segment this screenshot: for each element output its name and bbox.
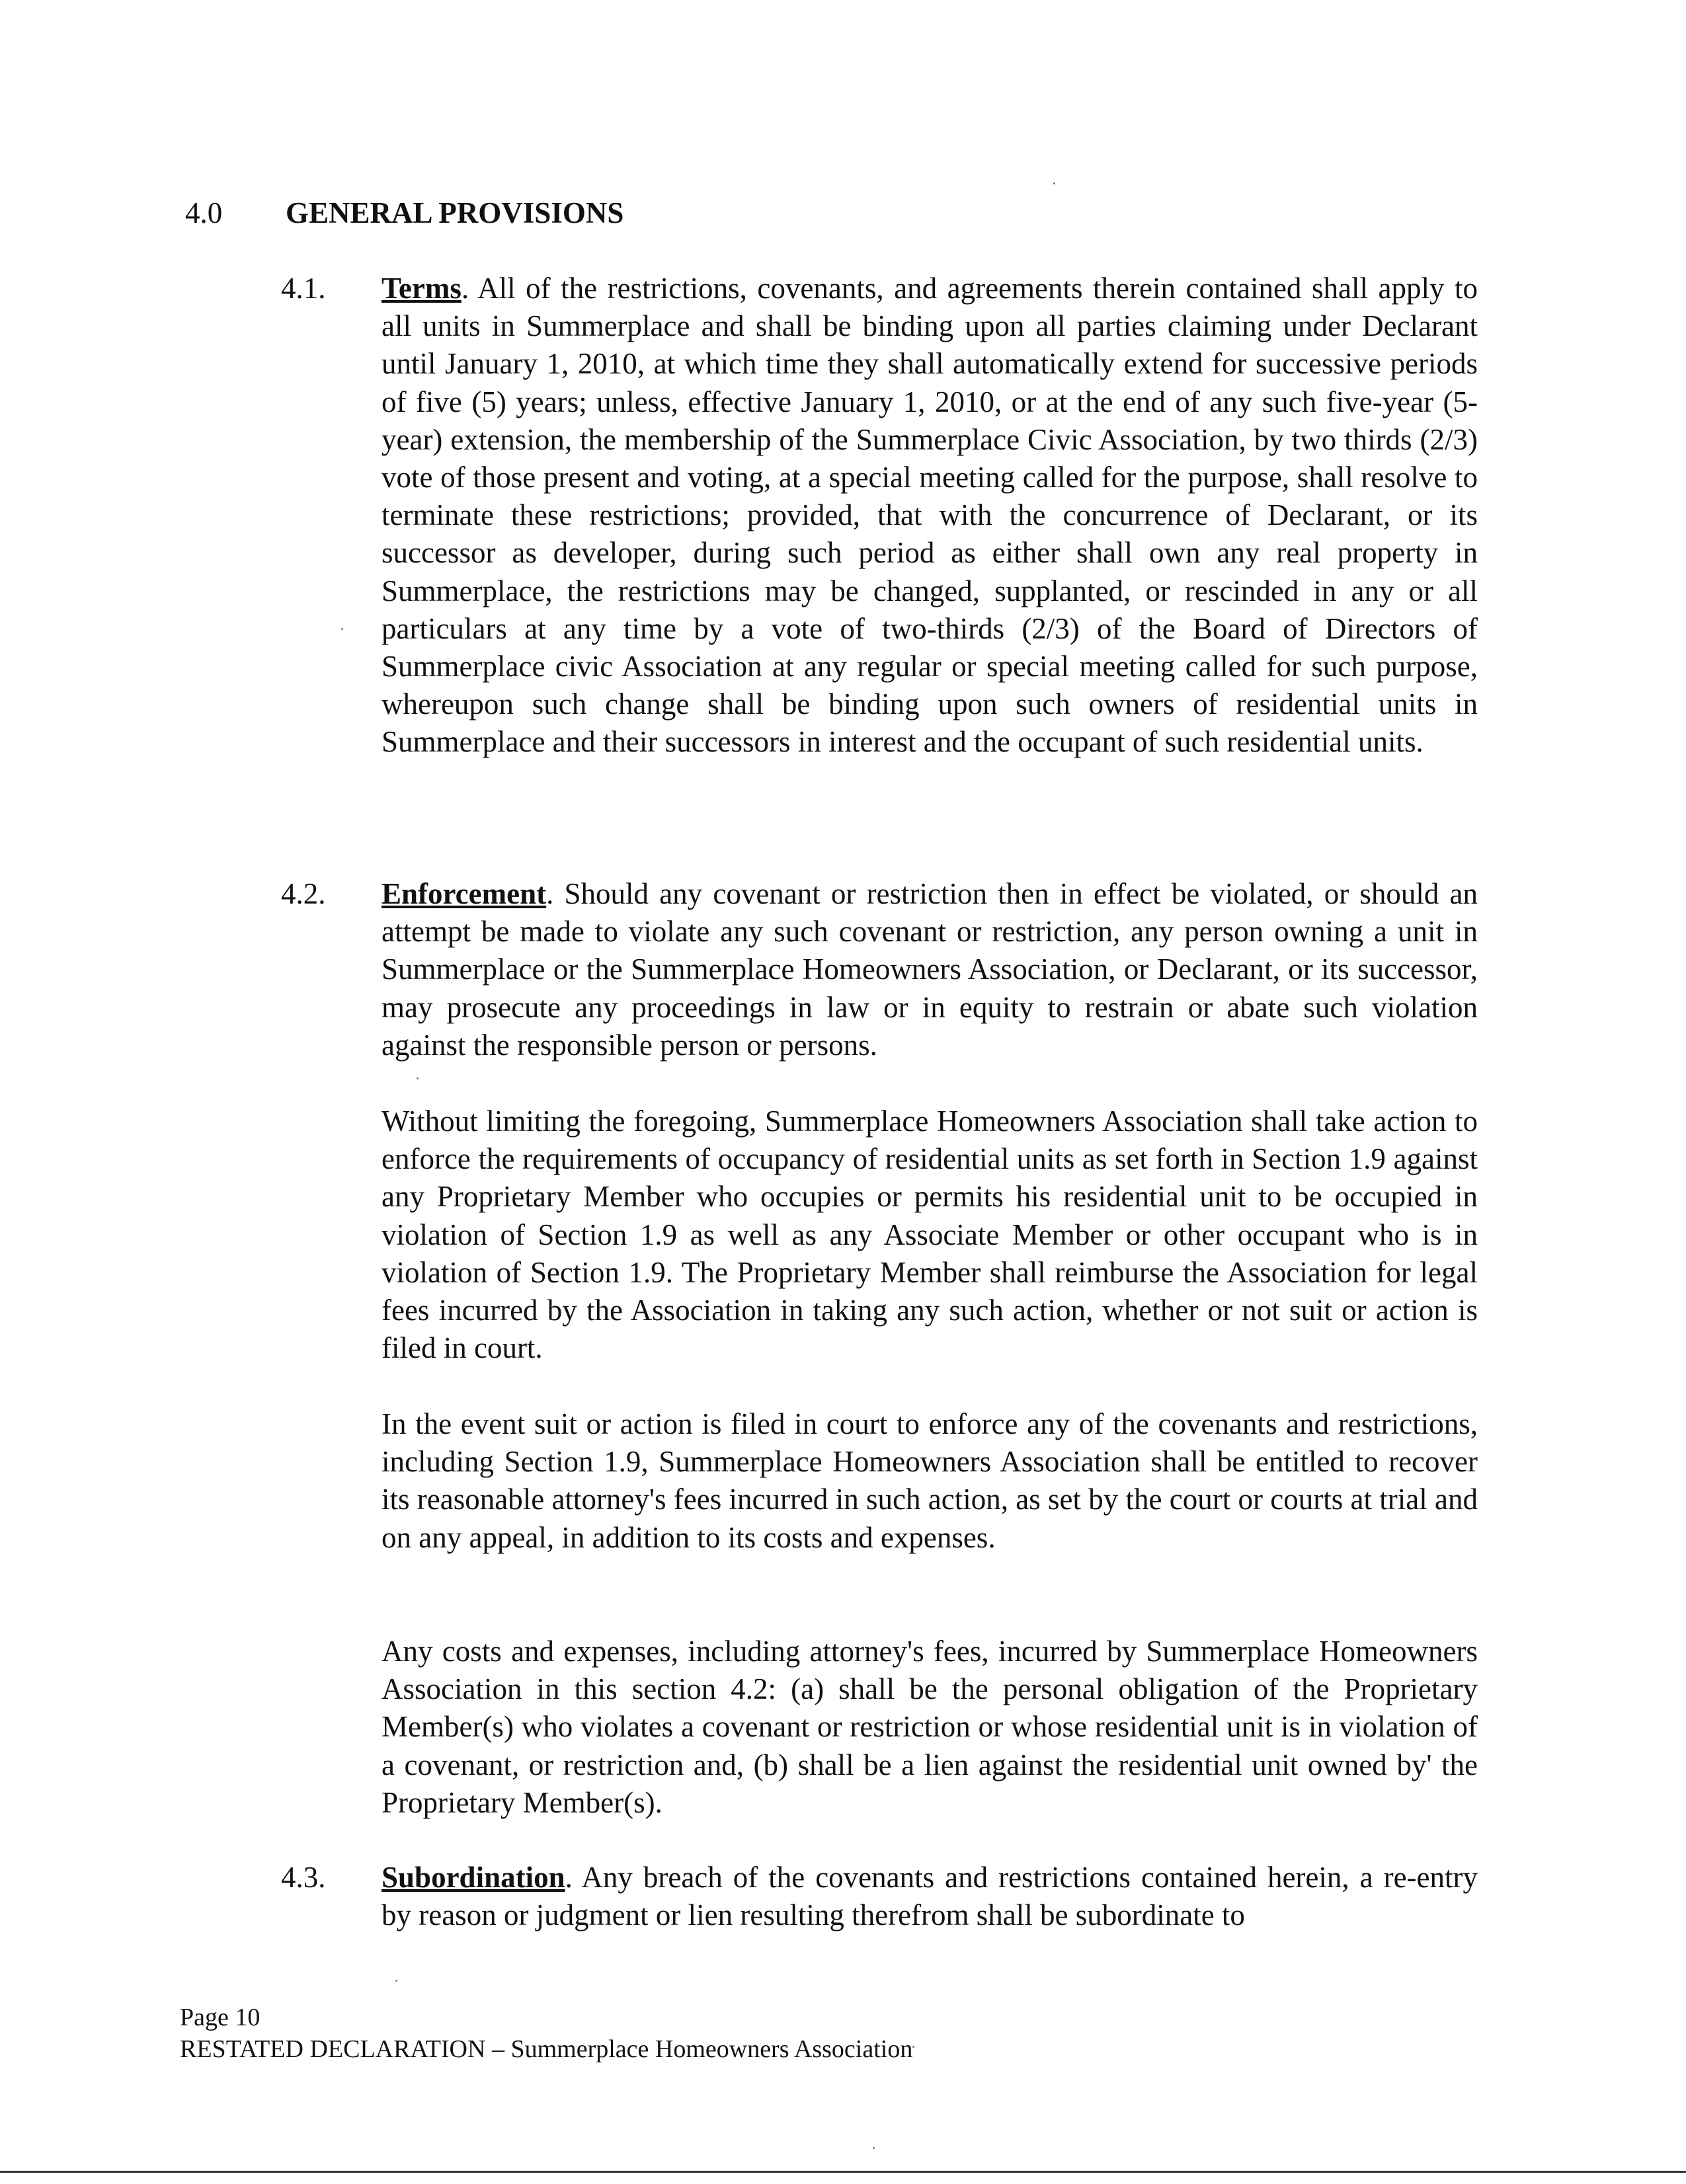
association-name: Summerplace Homeowners Association — [510, 2035, 913, 2063]
title-separator: – — [485, 2035, 511, 2063]
page-number: Page 10 — [180, 2004, 261, 2031]
scan-speck — [417, 1077, 419, 1079]
item-number-4-2: 4.2. — [281, 877, 326, 910]
section-title: GENERAL PROVISIONS — [286, 196, 624, 229]
item-number-4-1: 4.1. — [281, 272, 326, 305]
paragraph-text: . Should any covenant or restriction then in effect be violated, or should an attempt be made to violate any such covenant or restriction, any person owning a unit in Summerplace or the Summerplace Homeowners Association, or Declarant, or its successor, may prosecute any proceedings in law or in equity to restrain or abate such violation against the responsible person or persons. — [381, 877, 1478, 1062]
term-heading: Enforcement — [381, 877, 547, 910]
section-number: 4.0 — [185, 196, 223, 229]
term-heading: Subordination — [381, 1861, 565, 1894]
item-number-4-3: 4.3. — [281, 1861, 326, 1894]
scan-speck — [912, 2046, 914, 2048]
scan-speck — [873, 2147, 875, 2149]
term-heading: Terms — [381, 272, 462, 305]
paragraph-terms — [381, 270, 1478, 761]
paragraph-enforcement-costs: Any costs and expenses, including attorney's fees, incurred by Summerplace Homeowners Association in this section 4.2: (a) shall be the personal obligation of the Proprietary Member(s) who violates a covenant or restriction or whose residential unit is in violation of a covenant, or restriction and, (b) shall be a lien against the residential unit owned by' the Proprietary Member(s). — [381, 1635, 1478, 1819]
section-heading — [185, 193, 623, 233]
paragraph-text: . Any breach of the covenants and restrictions contained herein, a re-entry by reason or judgment or lien resulting therefrom shall be subordinate to — [381, 1861, 1478, 1932]
paragraph-enforcement — [381, 875, 1478, 1064]
paragraph-subordination — [381, 1859, 1478, 1934]
scan-speck — [1053, 182, 1055, 184]
scan-speck — [395, 1980, 397, 1982]
page-footer — [180, 2002, 912, 2065]
paragraph-enforcement-occupancy: Without limiting the foregoing, Summerplace Homeowners Association shall take action to enforce the requirements of occupancy of residential units as set forth in Section 1.9 against any Proprietary Member who occupies or permits his residential unit to be occupied in violation of Section 1.9 as well as any Associate Member or other occupant who is in violation of Section 1.9. The Proprietary Member shall reimburse the Association for legal fees incurred by the Association in taking any such action, whether or not suit or action is filed in court. — [381, 1105, 1478, 1365]
scan-speck — [341, 628, 343, 630]
bottom-scan-line — [0, 2171, 1686, 2173]
paragraph-text: . All of the restrictions, covenants, and agreements therein contained shall apply to all units in Summerplace and shall be binding upon all parties claiming under Declarant until January 1, 2010, at which time they shall automatically extend for successive periods of five (5) years; unless, effective January 1, 2010, or at the end of any such five-year (5-year) extension, the membership of the Summerplace Civic Association, by two thirds (2/3) vote of those present and voting, at a special meeting called for the purpose, shall resolve to terminate these restrictions; provided, that with the concurrence of Declarant, or its successor as developer, during such period as either shall own any real property in Summerplace, the restrictions may be changed, supplanted, or rescinded in any or all particulars at any time by a vote of two-thirds (2/3) of the Board of Directors of Summerplace civic Association at any regular or special meeting called for such purpose, whereupon such change shall be binding upon such owners of residential units in Summerplace and their successors in interest and the occupant of such residential units. — [381, 272, 1478, 759]
doc-title: RESTATED DECLARATION — [180, 2035, 486, 2063]
footer-doc-title — [180, 2033, 912, 2065]
paragraph-enforcement-fees: In the event suit or action is filed in court to enforce any of the covenants and restrictions, including Section 1.9, Summerplace Homeowners Association shall be entitled to recover its reasonable attorney's fees incurred in such action, as set by the court or courts at trial and on any appeal, in addition to its costs and expenses. — [381, 1407, 1478, 1554]
